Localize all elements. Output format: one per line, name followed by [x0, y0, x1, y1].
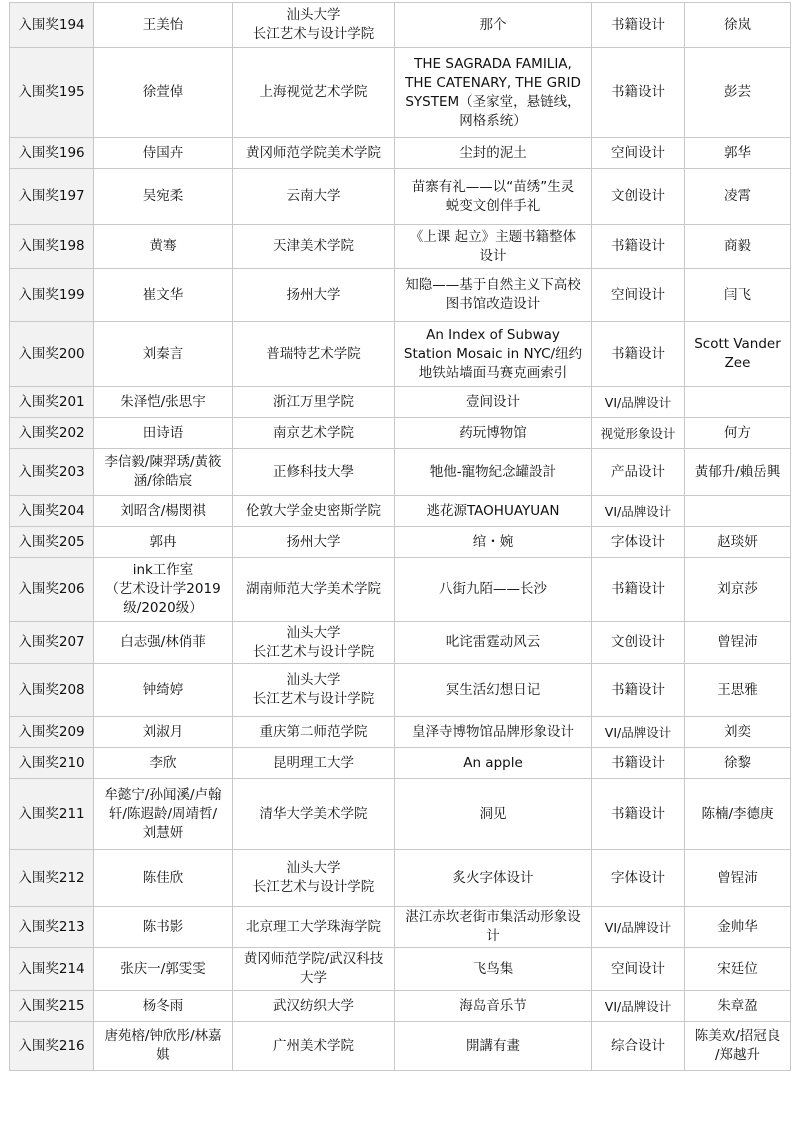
cell-school: 汕头大学 长江艺术与设计学院 [233, 3, 395, 48]
cell-advisor [685, 387, 791, 418]
cell-advisor: 商毅 [685, 225, 791, 269]
cell-award: 入围奖216 [10, 1022, 94, 1071]
cell-advisor: 曾锃沛 [685, 622, 791, 664]
cell-advisor: 赵琰妍 [685, 527, 791, 558]
cell-advisor: 徐黎 [685, 748, 791, 779]
cell-category: VI/品牌设计 [592, 991, 685, 1022]
cell-work: 药玩博物馆 [395, 418, 592, 449]
cell-award: 入围奖195 [10, 48, 94, 138]
cell-work: 壹间设计 [395, 387, 592, 418]
cell-award: 入围奖200 [10, 322, 94, 387]
cell-school: 广州美术学院 [233, 1022, 395, 1071]
cell-work: 尘封的泥土 [395, 138, 592, 169]
cell-award: 入围奖209 [10, 717, 94, 748]
cell-work: 開講有畫 [395, 1022, 592, 1071]
cell-author: 白志强/林俏菲 [94, 622, 233, 664]
table-row [10, 948, 791, 991]
cell-work: THE SAGRADA FAMILIA, THE CATENARY, THE GRID SYSTEM（圣家堂，悬链线， 网格系统） [395, 48, 592, 138]
cell-author: 唐苑榕/钟欣彤/林嘉 娸 [94, 1022, 233, 1071]
cell-work: 皇泽寺博物馆品牌形象设计 [395, 717, 592, 748]
cell-author: 刘秦言 [94, 322, 233, 387]
cell-category: 文创设计 [592, 622, 685, 664]
cell-category: VI/品牌设计 [592, 496, 685, 527]
cell-award: 入围奖196 [10, 138, 94, 169]
cell-school: 重庆第二师范学院 [233, 717, 395, 748]
cell-school: 黄冈师范学院/武汉科技 大学 [233, 948, 395, 991]
cell-author: 吴宛柔 [94, 169, 233, 225]
table-row [10, 991, 791, 1022]
cell-school: 伦敦大学金史密斯学院 [233, 496, 395, 527]
cell-advisor: 郭华 [685, 138, 791, 169]
cell-category: 文创设计 [592, 169, 685, 225]
cell-category: VI/品牌设计 [592, 907, 685, 948]
cell-work: 洞见 [395, 779, 592, 850]
cell-category: 书籍设计 [592, 225, 685, 269]
table-row [10, 449, 791, 496]
cell-award: 入围奖203 [10, 449, 94, 496]
cell-advisor: 刘京莎 [685, 558, 791, 622]
table-row [10, 3, 791, 48]
cell-school: 汕头大学 长江艺术与设计学院 [233, 850, 395, 907]
cell-category: VI/品牌设计 [592, 387, 685, 418]
cell-work: 飞鸟集 [395, 948, 592, 991]
cell-work: 绾・婉 [395, 527, 592, 558]
cell-school: 湖南师范大学美术学院 [233, 558, 395, 622]
cell-advisor: 陈美欢/招冠良 /郑越升 [685, 1022, 791, 1071]
cell-school: 云南大学 [233, 169, 395, 225]
awards-table [9, 2, 791, 1071]
cell-work: 海岛音乐节 [395, 991, 592, 1022]
table-row [10, 664, 791, 717]
cell-school: 汕头大学 长江艺术与设计学院 [233, 622, 395, 664]
cell-award: 入围奖208 [10, 664, 94, 717]
cell-advisor: 曾锃沛 [685, 850, 791, 907]
cell-advisor: 黃郁升/賴岳興 [685, 449, 791, 496]
cell-category: 空间设计 [592, 948, 685, 991]
cell-author: 陈佳欣 [94, 850, 233, 907]
table-row [10, 1022, 791, 1071]
cell-author: 杨冬雨 [94, 991, 233, 1022]
cell-author: 刘昭含/楊閔祺 [94, 496, 233, 527]
cell-advisor: Scott Vander Zee [685, 322, 791, 387]
table-row [10, 322, 791, 387]
cell-work: 《上课 起立》主题书籍整体 设计 [395, 225, 592, 269]
cell-work: 八街九陌——长沙 [395, 558, 592, 622]
cell-author: 黄骞 [94, 225, 233, 269]
cell-school: 扬州大学 [233, 269, 395, 322]
cell-advisor: 宋廷位 [685, 948, 791, 991]
table-row [10, 418, 791, 449]
cell-award: 入围奖197 [10, 169, 94, 225]
cell-school: 汕头大学 长江艺术与设计学院 [233, 664, 395, 717]
cell-work: 知隐——基于自然主义下高校 图书馆改造设计 [395, 269, 592, 322]
cell-advisor: 彭芸 [685, 48, 791, 138]
cell-award: 入围奖199 [10, 269, 94, 322]
cell-award: 入围奖207 [10, 622, 94, 664]
table-row [10, 225, 791, 269]
awards-table-body [10, 3, 791, 1071]
cell-school: 正修科技大學 [233, 449, 395, 496]
cell-school: 南京艺术学院 [233, 418, 395, 449]
table-row [10, 527, 791, 558]
cell-author: 张庆一/郭雯雯 [94, 948, 233, 991]
cell-category: 书籍设计 [592, 48, 685, 138]
cell-advisor: 闫飞 [685, 269, 791, 322]
cell-school: 扬州大学 [233, 527, 395, 558]
cell-school: 清华大学美术学院 [233, 779, 395, 850]
cell-award: 入围奖202 [10, 418, 94, 449]
cell-award: 入围奖205 [10, 527, 94, 558]
table-row [10, 850, 791, 907]
cell-advisor: 王思雅 [685, 664, 791, 717]
table-row [10, 269, 791, 322]
cell-advisor: 刘奕 [685, 717, 791, 748]
cell-category: 综合设计 [592, 1022, 685, 1071]
cell-category: 书籍设计 [592, 322, 685, 387]
cell-work: 炙火字体设计 [395, 850, 592, 907]
table-row [10, 779, 791, 850]
table-row [10, 558, 791, 622]
cell-advisor: 朱章盈 [685, 991, 791, 1022]
cell-author: 牟懿宁/孙闻溪/卢翰 轩/陈遐龄/周靖哲/ 刘慧妍 [94, 779, 233, 850]
table-row [10, 48, 791, 138]
cell-award: 入围奖213 [10, 907, 94, 948]
cell-advisor: 徐岚 [685, 3, 791, 48]
cell-author: ink工作室 （艺术设计学2019 级/2020级） [94, 558, 233, 622]
cell-author: 李欣 [94, 748, 233, 779]
cell-category: 空间设计 [592, 138, 685, 169]
cell-author: 崔文华 [94, 269, 233, 322]
cell-author: 李信毅/陳羿琇/黃筱 涵/徐皓宸 [94, 449, 233, 496]
cell-award: 入围奖212 [10, 850, 94, 907]
cell-work: 牠他-寵物紀念罐設計 [395, 449, 592, 496]
cell-award: 入围奖201 [10, 387, 94, 418]
cell-school: 普瑞特艺术学院 [233, 322, 395, 387]
table-row [10, 748, 791, 779]
cell-work: 湛江赤坎老街市集活动形象设 计 [395, 907, 592, 948]
cell-category: 书籍设计 [592, 3, 685, 48]
cell-author: 朱泽恺/张思宇 [94, 387, 233, 418]
cell-author: 王美怡 [94, 3, 233, 48]
table-row [10, 169, 791, 225]
cell-award: 入围奖206 [10, 558, 94, 622]
cell-work: 逃花源TAOHUAYUAN [395, 496, 592, 527]
cell-author: 侍国卉 [94, 138, 233, 169]
cell-award: 入围奖198 [10, 225, 94, 269]
cell-advisor: 陈楠/李德庚 [685, 779, 791, 850]
cell-advisor: 凌霄 [685, 169, 791, 225]
cell-advisor: 金帅华 [685, 907, 791, 948]
cell-school: 上海视觉艺术学院 [233, 48, 395, 138]
cell-category: 字体设计 [592, 850, 685, 907]
cell-category: 字体设计 [592, 527, 685, 558]
cell-work: An Index of Subway Station Mosaic in NYC/纽约 地铁站墙面马赛克画索引 [395, 322, 592, 387]
table-row [10, 387, 791, 418]
cell-award: 入围奖214 [10, 948, 94, 991]
cell-category: VI/品牌设计 [592, 717, 685, 748]
cell-category: 书籍设计 [592, 748, 685, 779]
cell-work: 那个 [395, 3, 592, 48]
cell-school: 黄冈师范学院美术学院 [233, 138, 395, 169]
cell-category: 视觉形象设计 [592, 418, 685, 449]
cell-school: 天津美术学院 [233, 225, 395, 269]
cell-award: 入围奖210 [10, 748, 94, 779]
cell-school: 浙江万里学院 [233, 387, 395, 418]
cell-author: 徐萱倬 [94, 48, 233, 138]
table-row [10, 496, 791, 527]
cell-award: 入围奖211 [10, 779, 94, 850]
table-row [10, 717, 791, 748]
cell-author: 郭冉 [94, 527, 233, 558]
cell-advisor [685, 496, 791, 527]
cell-category: 书籍设计 [592, 558, 685, 622]
cell-award: 入围奖204 [10, 496, 94, 527]
cell-author: 钟绮婷 [94, 664, 233, 717]
cell-school: 昆明理工大学 [233, 748, 395, 779]
cell-school: 武汉纺织大学 [233, 991, 395, 1022]
cell-work: 冥生活幻想日记 [395, 664, 592, 717]
cell-author: 陈书影 [94, 907, 233, 948]
cell-author: 田诗语 [94, 418, 233, 449]
cell-category: 空间设计 [592, 269, 685, 322]
cell-work: An apple [395, 748, 592, 779]
cell-school: 北京理工大学珠海学院 [233, 907, 395, 948]
cell-work: 苗寨有礼——以“苗绣”生灵 蜕变文创伴手礼 [395, 169, 592, 225]
cell-category: 产品设计 [592, 449, 685, 496]
cell-category: 书籍设计 [592, 664, 685, 717]
cell-work: 叱诧雷霆动风云 [395, 622, 592, 664]
cell-award: 入围奖194 [10, 3, 94, 48]
table-row [10, 138, 791, 169]
table-row [10, 907, 791, 948]
cell-award: 入围奖215 [10, 991, 94, 1022]
cell-category: 书籍设计 [592, 779, 685, 850]
table-row [10, 622, 791, 664]
cell-advisor: 何方 [685, 418, 791, 449]
cell-author: 刘淑月 [94, 717, 233, 748]
